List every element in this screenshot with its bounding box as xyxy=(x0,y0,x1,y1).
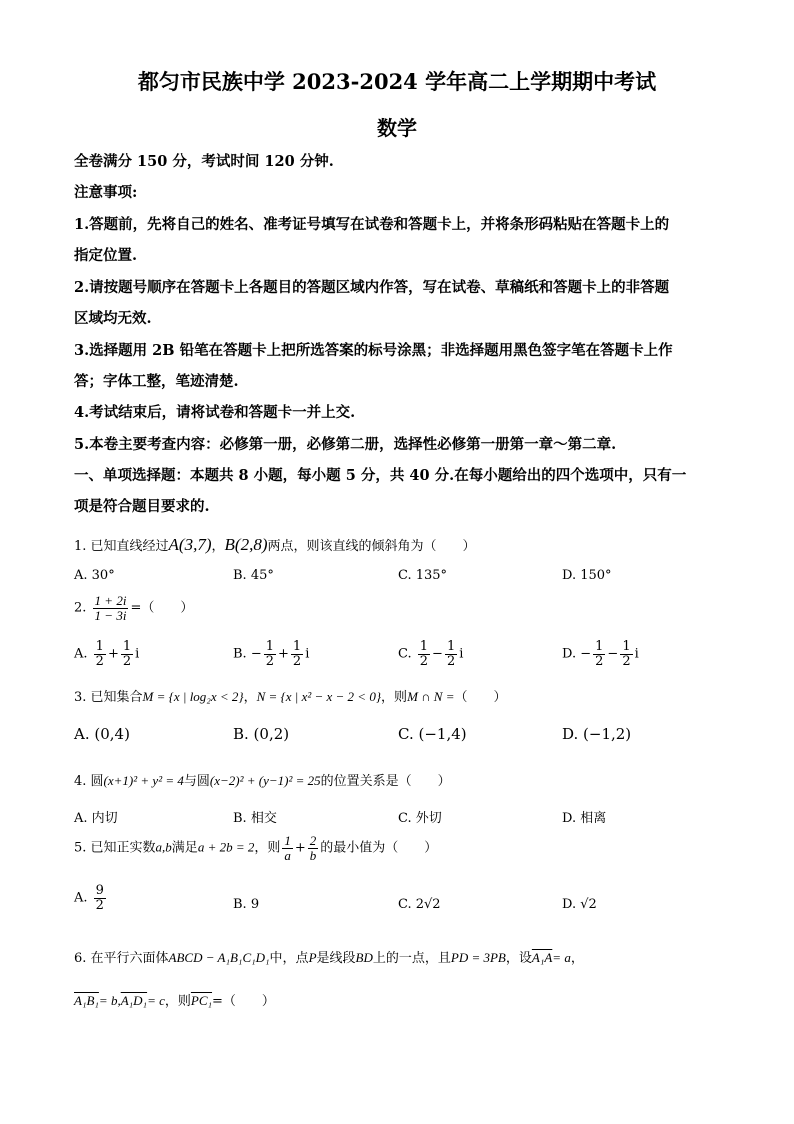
q6-prefix: 6. 在平行六面体 xyxy=(74,951,169,966)
note-2-line-2: 区域均无效. xyxy=(74,310,152,327)
q3-option-c: C. (−1,4) xyxy=(398,725,467,743)
q2-option-a-i: i xyxy=(135,646,140,662)
question-6-line-2 xyxy=(74,990,275,1009)
q4-circle-2: (x−2)² + (y−1)² = 25 xyxy=(209,773,321,788)
q2-option-d-frac1-den: 2 xyxy=(595,653,604,669)
q6-end1: ， xyxy=(570,951,584,966)
q2-option-b-sign: − xyxy=(250,646,262,662)
q6-mid4: ，设 xyxy=(505,951,532,966)
q2-suffix: =（ ） xyxy=(130,600,194,616)
q2-numerator: 1 + 2i xyxy=(94,593,127,608)
q2-option-a xyxy=(74,640,139,668)
q1-sep: ， xyxy=(211,539,225,554)
q2-option-c-label: C. xyxy=(398,646,412,662)
q4-option-d: D. 相离 xyxy=(562,811,607,826)
exam-title: 都匀市民族中学 2023-2024 学年高二上学期期中考试 xyxy=(137,69,657,94)
q1-point-b: B(2,8) xyxy=(224,535,268,554)
notes-heading: 注意事项: xyxy=(74,184,138,201)
q2-option-d-label: D. xyxy=(562,646,577,662)
q2-fraction xyxy=(93,594,129,622)
question-5 xyxy=(74,834,437,862)
q2-option-d-frac2-num: 1 xyxy=(622,639,631,654)
q2-option-c-frac2-num: 1 xyxy=(446,639,456,654)
section-1-line-2: 项是符合题目要求的. xyxy=(74,498,210,515)
q2-option-c-i: i xyxy=(459,646,464,662)
q5-option-a-label: A. xyxy=(74,890,88,906)
q6-relation: PD = 3PB xyxy=(450,950,506,965)
q2-option-a-frac1-num: 1 xyxy=(95,639,104,654)
q2-option-a-frac2 xyxy=(121,640,133,668)
q3-sep: ， xyxy=(243,690,257,705)
q2-prefix: 2. xyxy=(74,600,87,616)
q6-eq-a: = a xyxy=(552,950,571,965)
question-1 xyxy=(74,535,476,555)
q2-option-b xyxy=(233,640,309,668)
q2-option-d-sign: − xyxy=(580,646,592,662)
note-4: 4.考试结束后，请将试卷和答题卡一并上交. xyxy=(74,404,356,421)
section-1-line-1: 一、单项选择题：本题共 8 小题，每小题 5 分，共 40 分.在每小题给出的四个选项中，只有一 xyxy=(74,467,687,484)
q3-set-n: N = {x | x² − x − 2 < 0} xyxy=(256,689,382,704)
q6-suffix: =（ ） xyxy=(212,994,275,1009)
q5-mid1: 满足 xyxy=(171,840,198,856)
q6-vector-pc1: PC₁ xyxy=(190,993,213,1008)
q5-option-d: D. √2 xyxy=(562,897,597,912)
q6-mid3: 上的一点，且 xyxy=(372,951,451,966)
q2-option-c-frac1 xyxy=(418,640,430,668)
q5-frac-2 xyxy=(308,834,319,862)
q2-option-a-op: + xyxy=(107,646,119,662)
q2-option-c xyxy=(398,640,463,668)
q6-mid2: 是线段 xyxy=(316,951,356,966)
q2-option-b-op: + xyxy=(278,646,289,662)
q1-option-a: A. 30° xyxy=(74,568,115,583)
q4-option-a: A. 内切 xyxy=(74,811,118,826)
q2-option-b-label: B. xyxy=(233,646,247,662)
q1-suffix: 两点，则该直线的倾斜角为（ ） xyxy=(267,539,476,554)
q5-frac-2-num: 2 xyxy=(309,833,317,848)
note-3-line-1: 3.选择题用 2B 铅笔在答题卡上把所选答案的标号涂黑；非选择题用黑色签字笔在答题卡上作 xyxy=(74,342,673,359)
q2-option-d-frac2 xyxy=(620,640,632,668)
q6-vector-a1b1: A₁B₁ xyxy=(74,993,99,1008)
q3-option-d: D. (−1,2) xyxy=(562,725,632,743)
question-3 xyxy=(74,686,507,705)
question-4 xyxy=(74,770,451,789)
q2-denominator: 1 − 3i xyxy=(94,607,127,623)
q5-condition: a + 2b = 2 xyxy=(197,839,255,855)
q4-mid: 与圆 xyxy=(183,774,210,789)
q2-option-a-label: A. xyxy=(74,646,88,662)
q2-option-b-frac1-num: 1 xyxy=(265,639,275,654)
q6-vector-a1d1: A₁D₁ xyxy=(120,993,148,1008)
q6-mid1: 中，点 xyxy=(269,951,309,966)
q5-option-a-den: 2 xyxy=(95,897,104,913)
q3-option-a: A. (0,4) xyxy=(74,725,130,743)
q3-suffix: （ ） xyxy=(454,690,507,705)
note-2-line-1: 2.请按题号顺序在答题卡上各题目的答题区域内作答，写在试卷、草稿纸和答题卡上的非答题 xyxy=(74,279,670,296)
q2-option-d-frac1 xyxy=(593,640,605,668)
q2-option-b-frac2 xyxy=(291,640,303,668)
q5-frac-1-num: 1 xyxy=(284,833,291,848)
q2-option-a-frac1-den: 2 xyxy=(95,653,104,669)
q2-option-c-op: − xyxy=(432,646,443,662)
q5-frac-2-den: b xyxy=(309,847,317,863)
q1-prefix: 1. 已知直线经过 xyxy=(74,539,169,554)
q2-option-b-frac2-num: 1 xyxy=(292,639,302,654)
q5-frac-1-den: a xyxy=(284,847,291,863)
q2-option-b-frac2-den: 2 xyxy=(292,653,302,669)
q5-frac-1 xyxy=(282,834,293,862)
q2-option-a-frac2-den: 2 xyxy=(122,653,132,669)
q4-prefix: 4. 圆 xyxy=(74,774,104,789)
q2-option-d-frac2-den: 2 xyxy=(622,653,631,669)
q4-circle-1: (x+1)² + y² = 4 xyxy=(103,773,184,788)
q5-option-c: C. 2√2 xyxy=(398,897,441,912)
q1-point-a: A(3,7) xyxy=(168,535,212,554)
q2-option-c-frac1-den: 2 xyxy=(419,653,429,669)
q3-prefix: 3. 已知集合 xyxy=(74,690,143,705)
q5-option-a-frac xyxy=(94,884,106,912)
q6-eq-c: = c xyxy=(147,993,165,1008)
question-2 xyxy=(74,594,193,622)
q2-option-a-frac1 xyxy=(94,640,106,668)
question-6-line-1 xyxy=(74,947,584,966)
q2-option-d-frac1-num: 1 xyxy=(595,639,604,654)
q1-option-c: C. 135° xyxy=(398,568,448,583)
q2-option-c-frac1-num: 1 xyxy=(419,639,429,654)
q3-mid: ，则 xyxy=(381,690,408,705)
exam-subject: 数学 xyxy=(377,116,417,140)
q2-option-a-frac2-num: 1 xyxy=(122,639,132,654)
note-5: 5.本卷主要考查内容：必修第一册，必修第二册，选择性必修第一册第一章～第二章. xyxy=(74,436,617,453)
q5-suffix: 的最小值为（ ） xyxy=(320,840,438,856)
q2-option-d xyxy=(562,640,639,668)
q2-option-d-op: − xyxy=(607,646,619,662)
q2-option-b-frac1 xyxy=(264,640,276,668)
q5-option-a-num: 9 xyxy=(95,883,104,898)
q6-solid: ABCD − A₁B₁C₁D₁ xyxy=(168,950,270,965)
q6-point-p: P xyxy=(308,950,317,965)
q3-expr: M ∩ N = xyxy=(407,689,455,704)
q3-option-b: B. (0,2) xyxy=(233,725,290,743)
note-1-line-1: 1.答题前，先将自己的姓名、准考证号填写在试卷和答题卡上，并将条形码粘贴在答题卡上的 xyxy=(74,216,670,233)
q4-option-b: B. 相交 xyxy=(233,811,277,826)
q5-option-a xyxy=(74,884,108,912)
q2-option-c-frac2 xyxy=(445,640,457,668)
q5-mid2: ，则 xyxy=(254,840,281,856)
q5-vars: a,b xyxy=(155,839,172,855)
q4-suffix: 的位置关系是（ ） xyxy=(320,774,451,789)
q6-vector-a1a: A₁A xyxy=(531,950,553,965)
q5-prefix: 5. 已知正实数 xyxy=(74,840,156,856)
q6-eq-b: = b, xyxy=(98,993,121,1008)
q2-option-c-frac2-den: 2 xyxy=(446,653,456,669)
score-line: 全卷满分 150 分，考试时间 120 分钟. xyxy=(74,153,334,170)
q6-segment: BD xyxy=(355,950,373,965)
q1-option-b: B. 45° xyxy=(233,568,274,583)
q4-option-c: C. 外切 xyxy=(398,811,442,826)
q5-plus: + xyxy=(294,840,306,856)
note-3-line-2: 答；字体工整，笔迹清楚. xyxy=(74,373,239,390)
q5-option-b: B. 9 xyxy=(233,897,260,912)
q2-option-b-frac1-den: 2 xyxy=(265,653,275,669)
q3-set-m: M = {x | log₂x < 2} xyxy=(142,689,244,704)
q6-mid5: ，则 xyxy=(164,994,191,1009)
q2-option-b-i: i xyxy=(305,646,310,662)
q2-option-d-i: i xyxy=(634,646,639,662)
note-1-line-2: 指定位置. xyxy=(74,247,138,264)
q1-option-d: D. 150° xyxy=(562,568,612,583)
